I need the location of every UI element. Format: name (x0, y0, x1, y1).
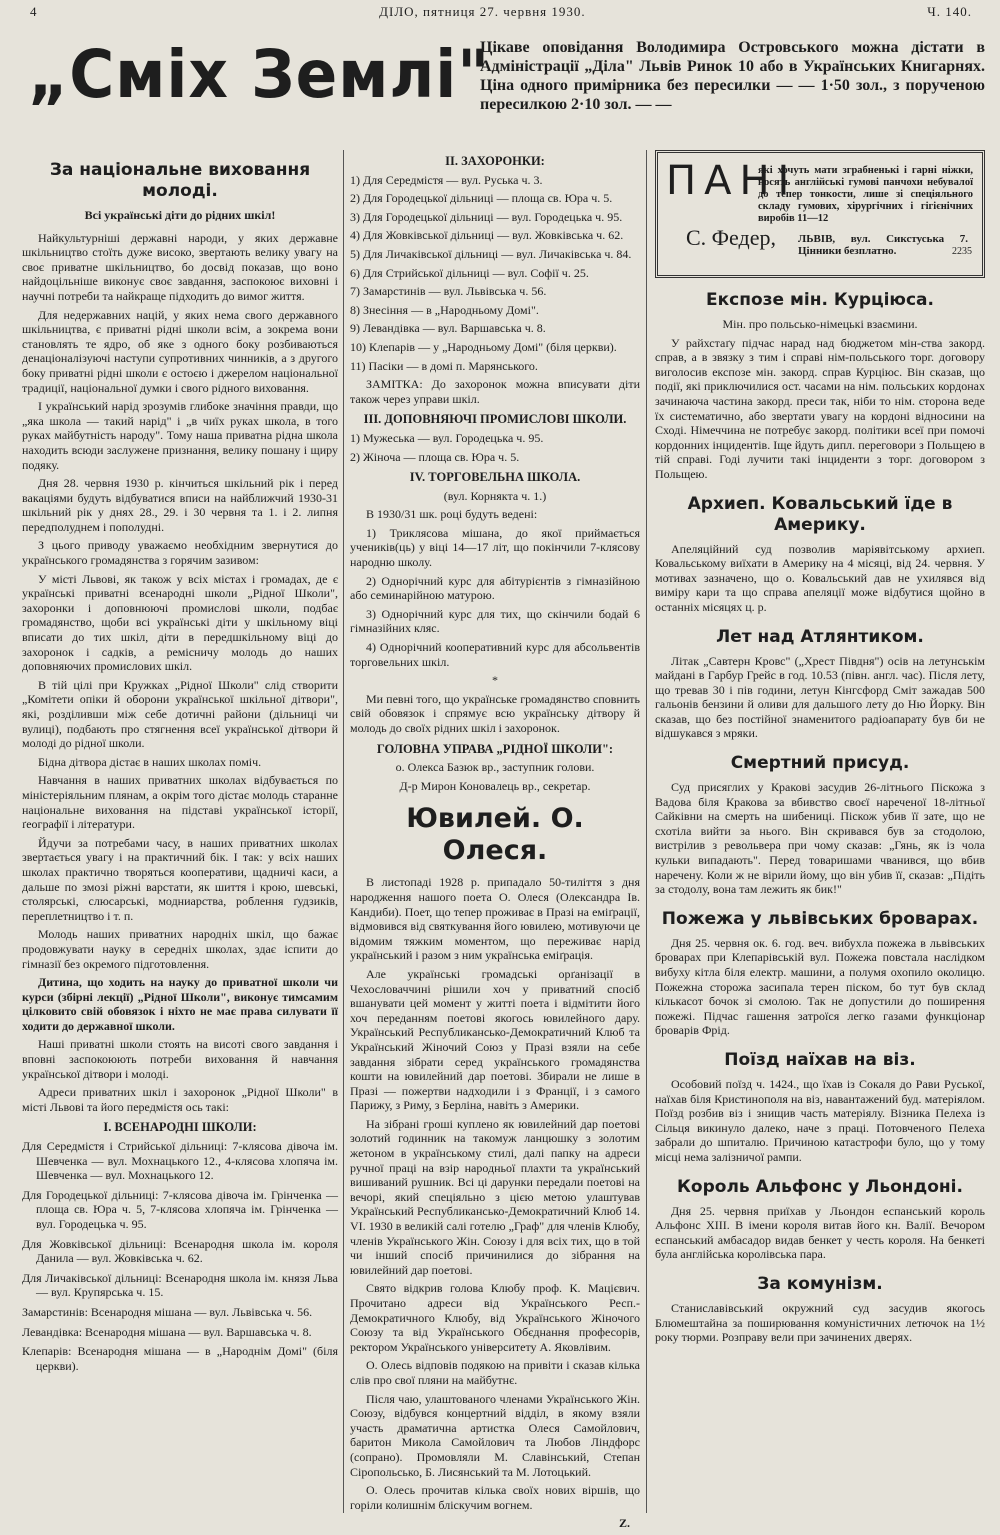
paragraph: В листопаді 1928 р. припадало 50-тиліття з дня народження нашого поета О. Олеся (Олександра Ів. Кандиби). Поет, що тепер проживає в Празі на еміґрації, відмовився від святкування його ювилею, мотивуючи це відомим тяжким моментом, що переживає нарід український і разом з ним українська еміґрація. (350, 875, 640, 963)
list-item: Для Середмістя і Стрийської дільниці: 7-клясова дівоча ім. Шевченка — вул. Мохнацького 12., 4-клясова хлопяча ім. Шевченка — вул. Мохнацького 12. (22, 1139, 338, 1183)
list-item: 8) Знесіння — в „Народньому Домі". (350, 302, 539, 317)
list-item: 1) Мужеська — вул. Городецька ч. 95. (350, 430, 544, 445)
ad-title: ПАНІ (666, 158, 798, 204)
paragraph: Суд присяглих у Кракові засудив 26-літнього Піскожа з Вадова біля Кракова за вбивство своєї нареченої 18-літньої Сайківни на смерть на шибениці. Піскож убив її зате, що не схотіла вийти за нього. Він скривався був за стодолою, вистрілив з револьвера при чому сказав: „Гянь, як із чола кульки випадають". Перед товаришами чванився, що вбив наречену. Коли ж не вірили йому, що він убив її, сказав: „Підіть за стодолу, вона там лежить як бик!" (655, 780, 985, 897)
article-headline: За комунізм. (757, 1273, 883, 1294)
banner-text: Цікаве оповідання Володимира Островського можна дістати в Адміністрації „Діла" Львів Ринок 10 або в Українських Книгарнях. Ціна одного примірника без пересилки — — 1·50 зол., з порученою пересилкою 2·10 зол. — — (480, 39, 985, 113)
list-item: Для Жовківської дільниці: Всенародня школа ім. короля Данила — вул. Жовківська ч. 62. (22, 1236, 338, 1266)
paragraph: Йдучи за потребами часу, в наших приватних школах звертається увагу і на практичний бік. І так: у всіх наших школах практично творяться кооперативи, щадничі каси, а дальше по змозі ріжні варстати, як шиття і крою, шевські, столярські, слюсарські, модниарства, роблення ґудзиків, переплетництво і т. п. (22, 835, 338, 923)
paragraph: Навчання в наших приватних школах відбувається по міністеріяльним плянам, а окрім того дістає молодь старанне національне виховання на підставі української історії, ґеографії і літератури. (22, 773, 338, 832)
page-number: 4 (30, 4, 38, 19)
list-item: 10) Клепарів — у „Народньому Домі" (біля церкви). (350, 339, 617, 354)
list-item: 4) Для Жовківської дільниці — вул. Жовківська ч. 62. (350, 228, 624, 243)
article-headline: Поїзд наїхав на віз. (724, 1049, 916, 1070)
paragraph: Бідна дітвора дістає в наших школах поміч. (38, 754, 262, 769)
page-header (30, 4, 972, 22)
list-item: 9) Левандівка — вул. Варшавська ч. 8. (350, 321, 546, 336)
section-heading: III. ДОПОВНЯЮЧІ ПРОМИСЛОВІ ШКОЛИ. (363, 412, 627, 427)
column-right (655, 150, 985, 1349)
column-divider (343, 150, 344, 1513)
section-heading: II. ЗАХОРОНКИ: (445, 154, 545, 168)
paragraph: ЗАМІТКА: До захоронок можна вписувати діти також через управи шкіл. (350, 377, 640, 406)
section-heading: IV. ТОРГОВЕЛЬНА ШКОЛА. (409, 470, 581, 485)
stockings-advertisement (655, 150, 985, 278)
list-item: Левандівка: Всенародня мішана — вул. Варшавська ч. 8. (22, 1324, 312, 1339)
paragraph: О. Олесь прочитав кілька своїх нових віршів, що горіли колишнім бліскучим вогнем. (350, 1483, 640, 1512)
paragraph: Апеляційний суд позволив маріявітському архиеп. Ковальському виїхати в Америку на 4 місяці, від 24. червня. У мотивах зазначено, що о. Ковальський дав не ухилявся від виміру кари та що справа апеляції може відбутися щойно в останніх місяцях ц. р. (655, 541, 985, 614)
paragraph: Наші приватні школи стоять на висоті свого завдання і вповні заспокоюють потреби виховання й навчання української дітвори і молоді. (22, 1037, 338, 1081)
centered-line: о. Олекса Базюк вр., заступник голови. (395, 760, 595, 775)
article-headline: Лет над Атлянтиком. (716, 626, 924, 647)
list-item: 1) Для Середмістя — вул. Руська ч. 3. (350, 172, 543, 187)
article-headline: Ювилей. О. Олеся. (406, 803, 584, 867)
article-headline: Пожежа у львівських броварах. (661, 908, 979, 929)
paragraph: На зібрані гроші куплено як ювилейний дар поетові золотий годинник на такомуж ланцюшку з золотим жетоном в українському стилі, далі папку на адреси ручної праці на взір народньої плахти та український вишиваний рушник. Всі ці дарунки передали поетові на вечорі, який спеціяльно з цією метою улаштував Український Республиканcько-Демократичний Клюб 14. VI. 1930 в великій салі готелю „Граф" для членів Клюбу, членів Українського Жін. Союзу і для всіх тих, що в той чи інший спосіб причинилися до зібрання на ювилейний дар поетові. (350, 1116, 640, 1277)
paragraph: Найкультурніші державні народи, у яких державне шкільництво стоїть дуже високо, звертають велику увагу на своє приватне шкільництво, бо досвід показав, що воно найдоцільніше виконує своє завдання, заспокоює виховні і научні потреби та найкраще підходить до вимог життя. (22, 230, 338, 303)
book-advertisement-banner (28, 30, 983, 148)
paragraph: Молодь наших приватних народніх шкіл, що бажає продовжувати науку в середніх школах, здає іспити до гімназії без окремого підготовлення. (22, 927, 338, 971)
paragraph: 3) Однорічний курс для тих, що скінчили бодай 6 гімназійних кляс. (350, 606, 640, 636)
article-headline: Архиеп. Ковальський їде в Америку. (687, 493, 953, 535)
list-item: Для Городецької дільниці: 7-клясова дівоча ім. Грінченка — площа св. Юра ч. 5, 7-клясова хлопяча ім. Грінченка — вул. Городецька ч. 95. (22, 1187, 338, 1231)
list-item: 2) Для Городецької дільниці — площа св. Юра ч. 5. (350, 191, 613, 206)
paragraph: 4) Однорічний кооперативний курс для абсольвентів торговельних шкіл. (350, 640, 640, 669)
list-item: 3) Для Городецької дільниці — вул. Городецька ч. 95. (350, 209, 623, 224)
masthead: ДІЛО, пятниця 27. червня 1930. (379, 4, 586, 19)
paragraph: Свято відкрив голова Клюбу проф. К. Мацієвич. Прочитано адреси від Українського Респ.-Демократичного Клюбу, від Українського Жіночого Союзу та від Українського Обєднання професорів, ректором Українського університету А. Яковлівим. (350, 1281, 640, 1354)
paragraph: В тій цілі при Кружках „Рідної Школи" слід створити „Комітети опіки й оборони української шкільної дітвори", які, розділивши між себе дотичні райони (дільниці чи вулиці), подбають про стягнення всеї української дітвори й молоді до рідної школи. (22, 677, 338, 751)
paragraph: 2) Однорічний курс для абітурієнтів з гімназійною або семинарійною матурою. (350, 573, 640, 603)
paragraph: Особовий поїзд ч. 1424., що їхав із Сокаля до Рави Руської, наїхав біля Кристинополя на віз, навантажений буд. матеріялом. Поїзд розбив віз і знищив часть матеріялу. Візника Пелеха із Сільця викинуло далеко, наче з праці. Потовченого Пелеха забрали до шпиталю. Причиною катастрофи було, що у тому місці нема залізничої рампи. (655, 1076, 985, 1164)
column-middle (350, 148, 640, 1535)
ad-address: ЛЬВІВ, вул. Сикстуська 7. Цінники безплатно. (798, 233, 968, 257)
paragraph: Після чаю, улаштованого членами Українського Жін. Союзу, відбувся концертний відділ, в якому взяли участь драматична артистка Олеся Самойлович, баритон Микола Самойлович та Любов Ліндфорс (сопрано). Промовляли М. Славінський, Степан Сіропольсько, Б. Лисянський та М. Лотоцький. (350, 1391, 640, 1479)
paragraph: Літак „Савтерн Кровс" („Хрест Півдня") осів на летунськім майдані в Гарбур Грейс в год. 10.53 (півн. англ. час). Після лету, що тревав 30 і пів години, летун Кінгсфорд Сміт зажадав 500 гальонів бензини й оливи для дальшого лету до Ню Йорку. Він сказав, що без постійної знаменитого радіоапарату був би не відшукався з мряки. (655, 653, 985, 741)
centered-line: * (492, 673, 498, 688)
paragraph: Ми певні того, що українське громадянство сповнить свій обовязок і спрямує всю українську дітвору й молодь до своїх рідних шкіл і захоронок. (350, 691, 640, 735)
paragraph: Дня 28. червня 1930 р. кінчиться шкільний рік і перед вакаціями будуть відбуватися вписи на найближчий 1930-31 шкільний рік у днях 28., 29. і 30 червня та 1. і 2. липня передполуднем і пополудні. (22, 476, 338, 534)
paragraph: Але українські громадські орґанізації в Чехословаччині рішили хоч у приватний спосіб вшанувати цей момент у житті поета і відмітити його хоч переданням поетові якогось ювилейного дару. Український Республиканcько-Демократичний Клюб та Український Жіночий Союз у Празі взяли на себе завдання зібрати серед українського громадянства кошти на ювилейний дар поетові. Збирали не лише в Празі — пожертви надходили і з Франції, і з самого Парижу, з Риму, з Берліна, навіть з Америки. (350, 966, 640, 1113)
paragraph: Дня 25. червня ок. 6. год. веч. вибухла пожежа в львівських броварах при Клепарівській вул. Пожежа повстала наслідком вибуху кітла біля електр. машини, а полумя охопило околицю. Пожежна сторожа засипала терен піском, бо тут був склад кількасот бочок зі смолою. Так не допустили до поширення пожежі. Підчас гашення затроїся легко газами функціонар броварів Фрід. (655, 935, 985, 1038)
ad-merchant: С. Федер, (686, 225, 776, 250)
paragraph: І український нарід зрозумів глибоке значіння правди, що „яка школа — такий нарід" і „в чиїх руках школа, в того руках майбутність народу". Тому наша приватна рідна школа находить всюди заслужене признання, велику пошану і щиру подяку. (22, 399, 338, 472)
article-subtitle: Всі українські діти до рідних шкіл! (84, 208, 276, 222)
centered-line: Д-р Мирон Коновалець вр., секретар. (399, 778, 591, 793)
paragraph: О. Олесь відповів подякою на привіти і сказав кілька слів про свої пляни на майбутнє. (350, 1358, 640, 1387)
issue-number: Ч. 140. (927, 4, 972, 19)
section-heading: ГОЛОВНА УПРАВА „РІДНОЇ ШКОЛИ": (376, 741, 614, 756)
paragraph: Станиславівський окружний суд засудив якогось Блюмештайна за поширювання комуністичних летючок на 1½ року тюрми. Розправу вели при зачинених дверях. (655, 1300, 985, 1345)
article-headline: За національне виховання молоді. (49, 160, 311, 201)
paragraph: Для недержавних націй, у яких нема свого державного шкільництва, є приватні рідні школи всім, а зокрема вони становлять те ядро, об яке з одного боку розбиваються денаціоналізуючі наступи супротивних чинників, а з другого боку приватні рідні школи є остоєю і джерелом національної традиції, національної думки і свого рідного виховання. (22, 307, 338, 395)
list-item: Для Личаківської дільниці: Всенародня школа ім. князя Льва — вул. Крупярська ч. 15. (22, 1270, 338, 1300)
banner-title: „Сміх Землі" (28, 36, 491, 113)
paragraph: У місті Львові, як також у всіх містах і громадах, де є українські приватні всенародні школи „Рідної Школи", захоронки і доповнюючі промислові школи, подбає громадянство, щоби всі українські діти у шкільному віці вписати до тих шкіл, діти в передшкільному віці до захоронок і садків, а ремісничу молодь до наших доповняючих промислових шкіл. (22, 571, 338, 674)
ad-number: 2235 (952, 246, 972, 257)
column-divider (646, 150, 647, 1513)
paragraph: Дня 25. червня приїхав у Льондон еспанський король Альфонс XIII. В імени короля витав його кн. Валії. Вечором еспанський амбасадор видав бенкет у честь короля. На бенкеті була англійська королівська пара. (655, 1203, 985, 1262)
ad-text: які хочуть мати зграбненькі і гарні ніжки, носять англійські гумові панчохи небувалої до тепер тонкости, лише зі спеціяльного складу гумових, хірургічних і гігієнічних виробів 11—12 (758, 165, 973, 224)
list-item: 6) Для Стрийської дільниці — вул. Софії ч. 25. (350, 265, 589, 280)
paragraph: 1) Триклясова мішана, до якої приймається учеників(ць) у віці 14—17 літ, що покінчили 7-клясову народню школу. (350, 525, 640, 570)
centered-line: Мін. про польсько-німецькі взаємини. (722, 317, 918, 331)
list-item: Замарстинів: Всенародня мішана — вул. Львівська ч. 56. (22, 1304, 313, 1319)
list-item: 2) Жіноча — площа св. Юра ч. 5. (350, 449, 520, 464)
section-heading: I. ВСЕНАРОДНІ ШКОЛИ: (103, 1120, 257, 1135)
bold-paragraph: Дитина, що ходить на науку до приватної школи чи курси (збірні лекції) „Рідної Школи", виконує тимсамим цілковито свій обовязок і ніхто не має права силувати її ходити до державної школи. (22, 975, 338, 1033)
paragraph: Адреси приватних шкіл і захоронок „Рідної Школи" в місті Львові та його передмістя ось такі: (22, 1085, 338, 1114)
article-headline: Смертний присуд. (730, 753, 910, 774)
signature: Z. (618, 1516, 630, 1531)
column-left (22, 148, 338, 1378)
article-headline: Експозе мін. Курціюса. (706, 290, 934, 310)
paragraph: В 1930/31 шк. році будуть ведені: (366, 507, 538, 522)
centered-line: (вул. Корнякта ч. 1.) (443, 488, 547, 503)
list-item: Клепарів: Всенародня мішана — в „Народнім Домі" (біля церкви). (22, 1344, 338, 1373)
article-headline: Король Альфонс у Льондоні. (677, 1176, 963, 1197)
list-item: 11) Пасіки — в домі п. Марянського. (350, 358, 538, 373)
list-item: 7) Замарстинів — вул. Львівська ч. 56. (350, 284, 547, 299)
paragraph: З цього приводу уважаємо необхідним звернутися до українського громадянства з горячим зазивом: (22, 538, 338, 568)
paragraph: У райхстаґу підчас нарад над бюджетом мін-ства закорд. справ, а в звязку з тим і справі нім-польського торг. договору виголосив експозе мін. закорд. справ Курціюс. Він сказав, що події, які приключилися ост. часами на нім. польських кордонах зачинаюча частина закорд. преси так, ніби то нім. сторона веде їх систематично, або звертати увагу на кордоні відносини на Сході. Німеччина не потребує закорд. політики всеї при помочі кордонних інцидентів. Іще йдуть дипл. переговори з Польщею в тій справі. Годі лучити такі інциденти з торг. договором з Польщею. (655, 335, 985, 481)
list-item: 5) Для Личаківської дільниці — вул. Личаківська ч. 84. (350, 246, 632, 261)
